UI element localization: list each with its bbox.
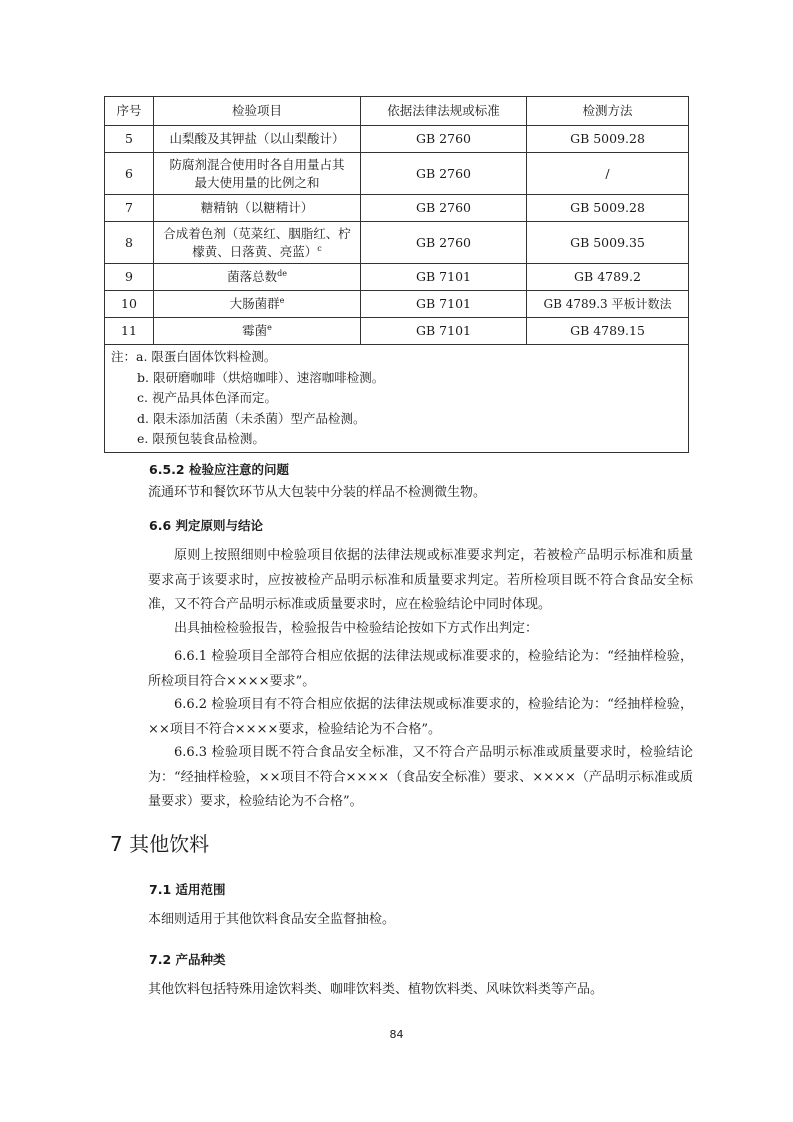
note-line: 注：a. 限蛋白固体饮料检测。 — [111, 349, 277, 364]
table-row — [105, 291, 689, 318]
table-row — [105, 222, 689, 264]
row-no: 10 — [105, 291, 154, 318]
row-basis: GB 7101 — [361, 318, 527, 345]
table-row — [105, 264, 689, 291]
row-no: 8 — [105, 222, 154, 264]
section-heading-6-5-2: 6.5.2 检验应注意的问题 — [149, 462, 289, 477]
page-number: 84 — [389, 1028, 404, 1041]
section-6-6-1-paragraph: 6.6.1 检验项目全部符合相应依据的法律法规或标准要求的，检验结论为：“经抽样检验，所检项目符合××××要求”。 — [148, 649, 693, 689]
row-item-text: 山梨酸及其钾盐（以山梨酸计） — [169, 131, 345, 146]
row-basis: GB 2760 — [361, 153, 527, 195]
row-no: 6 — [105, 153, 154, 195]
row-item — [154, 291, 361, 318]
row-item-footnote: de — [277, 268, 287, 278]
note-line: c. 视产品具体色泽而定。 — [137, 390, 277, 405]
table-row — [105, 153, 689, 195]
row-basis: GB 2760 — [361, 126, 527, 153]
row-method: GB 4789.2 — [527, 264, 689, 291]
table-header-row — [105, 97, 689, 126]
row-method: GB 4789.3 平板计数法 — [527, 291, 689, 318]
row-method: GB 4789.15 — [527, 318, 689, 345]
section-6-5-2-body: 流通环节和餐饮环节从大包装中分装的样品不检测微生物。 — [148, 485, 487, 500]
row-no: 7 — [105, 195, 154, 222]
section-6-6-3-paragraph: 6.6.3 检验项目既不符合食品安全标准，又不符合产品明示标准或质量要求时，检验结论为：“经抽样检验，××项目不符合××××（食品安全标准）要求、××××（产品明示标准或质量要求）要求，检验结论为不合格”。 — [148, 745, 693, 809]
row-item — [154, 318, 361, 345]
row-item-text: 糖精钠（以糖精计） — [200, 200, 314, 215]
row-no: 5 — [105, 126, 154, 153]
section-6-6-2-paragraph: 6.6.2 检验项目有不符合相应依据的法律法规或标准要求的，检验结论为：“经抽样检验，××项目不符合××××要求，检验结论为不合格”。 — [148, 697, 693, 737]
row-item — [154, 126, 361, 153]
section-6-6-paragraph: 原则上按照细则中检验项目依据的法律法规或标准要求判定，若被检产品明示标准和质量要求高于该要求时，应按被检产品明示标准和质量要求判定。若所检项目既不符合食品安全标准，又不符合产品明示标准或质量要求时，应在检验结论中同时体现。 — [148, 548, 693, 612]
row-method: / — [527, 153, 689, 195]
note-line: d. 限未添加活菌（未杀菌）型产品检测。 — [137, 410, 366, 426]
section-7-1-body: 本细则适用于其他饮料食品安全监督抽检。 — [148, 912, 396, 927]
section-heading-6-6: 6.6 判定原则与结论 — [149, 518, 263, 533]
row-item-footnote: e — [279, 295, 285, 305]
row-method: GB 5009.28 — [527, 126, 689, 153]
row-item-text: 防腐剂混合使用时各自用量占其最大使用量的比例之和 — [169, 156, 345, 190]
row-item — [154, 264, 361, 291]
header-method: 检测方法 — [527, 97, 689, 126]
row-basis: GB 2760 — [361, 222, 527, 264]
table-row — [105, 126, 689, 153]
row-item-footnote: e — [267, 322, 272, 332]
table-row — [105, 318, 689, 345]
row-item-footnote: c — [317, 243, 322, 253]
header-no: 序号 — [105, 97, 154, 126]
row-item-text: 菌落总数 — [227, 269, 278, 284]
table-notes-row — [105, 345, 689, 453]
section-6-6-paragraph: 出具抽检检验报告，检验报告中检验结论按如下方式作出判定： — [174, 621, 539, 636]
section-7-2-body: 其他饮料包括特殊用途饮料类、咖啡饮料类、植物饮料类、风味饮料类等产品。 — [148, 982, 604, 997]
chapter-title: 7 其他饮料 — [110, 832, 210, 856]
row-basis: GB 7101 — [361, 264, 527, 291]
row-item — [154, 195, 361, 222]
table-row — [105, 195, 689, 222]
row-item-text: 霉菌 — [242, 323, 268, 338]
row-item-text: 合成着色剂（苋菜红、胭脂红、柠檬黄、日落黄、亮蓝） — [163, 225, 351, 259]
row-item — [154, 153, 361, 195]
row-basis: GB 2760 — [361, 195, 527, 222]
header-basis: 依据法律法规或标准 — [361, 97, 527, 126]
row-item — [154, 222, 361, 264]
row-basis: GB 7101 — [361, 291, 527, 318]
inspection-items-table — [104, 96, 689, 453]
section-heading-7-1: 7.1 适用范围 — [149, 882, 226, 897]
table-notes — [105, 345, 689, 453]
row-item-text: 大肠菌群 — [229, 296, 280, 311]
row-no: 11 — [105, 318, 154, 345]
note-line: e. 限预包装食品检测。 — [137, 431, 265, 446]
row-no: 9 — [105, 264, 154, 291]
header-item: 检验项目 — [154, 97, 361, 126]
note-line: b. 限研磨咖啡（烘焙咖啡）、速溶咖啡检测。 — [137, 369, 385, 385]
row-method: GB 5009.28 — [527, 195, 689, 222]
section-heading-7-2: 7.2 产品种类 — [149, 952, 226, 967]
row-method: GB 5009.35 — [527, 222, 689, 264]
